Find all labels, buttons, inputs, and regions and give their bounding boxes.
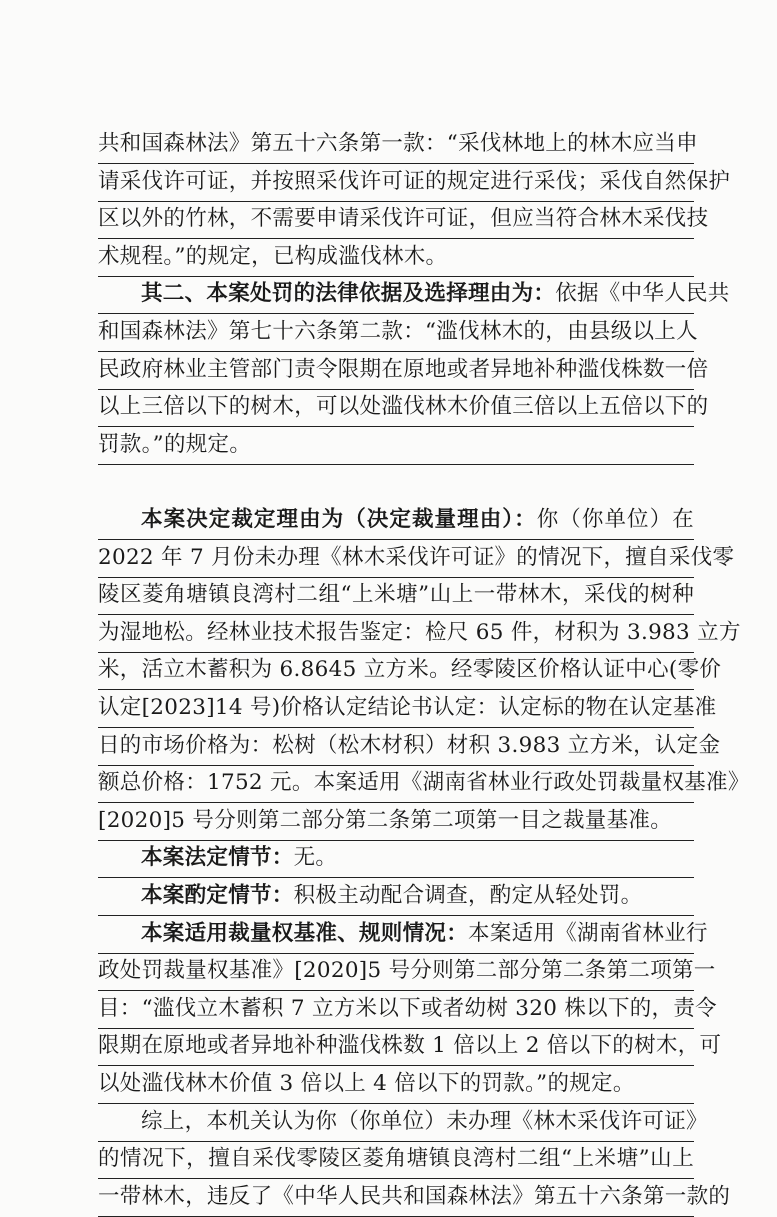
body-text: 罚款。”的规定。 bbox=[98, 431, 252, 457]
body-text: 综上，本机关认为你（你单位）未办理《林木采伐许可证》 bbox=[141, 1108, 708, 1134]
text-line bbox=[98, 199, 709, 239]
body-text: 共和国森林法》第五十六条第一款：“采伐林地上的林木应当申 bbox=[98, 131, 698, 156]
text-line bbox=[98, 387, 709, 427]
text-line bbox=[98, 989, 717, 1029]
text-line bbox=[98, 688, 717, 728]
body-text: 无。 bbox=[293, 845, 338, 871]
body-text: 积极主动配合调查，酌定从轻处罚。 bbox=[293, 883, 643, 908]
body-text: 为湿地松。经林业技术报告鉴定：检尺 65 件，材积为 3.983 立方 bbox=[98, 619, 741, 645]
text-line bbox=[98, 124, 698, 164]
text-line bbox=[98, 237, 694, 277]
text-line bbox=[98, 650, 722, 690]
body-text: 额总价格：1752 元。本案适用《湖南省林业行政处罚裁量权基准》 bbox=[98, 770, 750, 796]
text-line bbox=[98, 538, 735, 578]
text-line bbox=[98, 726, 721, 766]
text-line bbox=[98, 1026, 722, 1066]
text-line bbox=[98, 575, 694, 615]
body-text: 依据《中华人民共 bbox=[555, 281, 730, 307]
body-text: [2020]5 号分则第二部分第二条第二项第一目之裁量基准。 bbox=[98, 807, 673, 833]
text-line bbox=[98, 914, 708, 954]
text-line bbox=[98, 613, 741, 653]
text-line bbox=[98, 1177, 731, 1217]
body-text: 日的市场价格为：松树（松木材积）材积 3.983 立方米，认定金 bbox=[98, 732, 721, 758]
text-line bbox=[98, 350, 709, 390]
bold-heading-text: 本案决定裁定理由为（决定裁量理由）： bbox=[141, 507, 537, 532]
bold-heading-text: 本案法定情节： bbox=[141, 845, 294, 871]
body-text: 陵区菱角塘镇良湾村二组“上米塘”山上一带林木，采伐的树种 bbox=[98, 582, 694, 608]
text-line bbox=[98, 763, 750, 803]
body-text: 目：“滥伐立木蓄积 7 立方米以下或者幼树 320 株以下的，责令 bbox=[98, 995, 717, 1021]
text-line bbox=[98, 1064, 694, 1104]
body-text: 和国森林法》第七十六条第二款：“滥伐林木的，由县级以上人 bbox=[98, 319, 698, 344]
text-line bbox=[98, 876, 694, 916]
body-text: 区以外的竹林，不需要申请采伐许可证，但应当符合林木采伐技 bbox=[98, 206, 709, 232]
text-line bbox=[98, 312, 698, 352]
body-text: 米，活立木蓄积为 6.8645 立方米。经零陵区价格认证中心(零价 bbox=[98, 657, 722, 683]
text-line bbox=[98, 500, 694, 540]
body-text: 政处罚裁量权基准》[2020]5 号分则第二部分第二条第二项第一 bbox=[98, 958, 716, 984]
text-line bbox=[98, 951, 716, 991]
text-line bbox=[98, 274, 730, 314]
body-text: 以上三倍以下的树木，可以处滥伐林木价值三倍以上五倍以下的 bbox=[98, 394, 709, 420]
body-text: 术规程。”的规定，已构成滥伐林木。 bbox=[98, 243, 448, 269]
body-text: 一带林木，违反了《中华人民共和国森林法》第五十六条第一款的 bbox=[98, 1183, 731, 1209]
body-text: 本案适用《湖南省林业行 bbox=[468, 920, 708, 946]
text-line bbox=[98, 1139, 694, 1179]
bold-heading-text: 其二、本案处罚的法律依据及选择理由为： bbox=[141, 281, 556, 307]
body-text: 的情况下，擅自采伐零陵区菱角塘镇良湾村二组“上米塘”山上 bbox=[98, 1146, 694, 1172]
text-line bbox=[98, 162, 731, 202]
body-text: 你（你单位）在 bbox=[536, 507, 694, 532]
body-text: 认定[2023]14 号)价格认定结论书认定：认定标的物在认定基准 bbox=[98, 695, 717, 720]
body-text: 民政府林业主管部门责令限期在原地或者异地补种滥伐株数一倍 bbox=[98, 356, 709, 382]
bold-heading-text: 本案适用裁量权基准、规则情况： bbox=[141, 920, 469, 946]
text-line bbox=[98, 838, 694, 878]
bold-heading-text: 本案酌定情节： bbox=[141, 883, 294, 908]
body-text: 以处滥伐林木价值 3 倍以上 4 倍以下的罚款。”的规定。 bbox=[98, 1071, 635, 1096]
text-line bbox=[98, 801, 694, 841]
body-text: 2022 年 7 月份未办理《林木采伐许可证》的情况下，擅自采伐零 bbox=[98, 544, 735, 570]
body-text: 请采伐许可证，并按照采伐许可证的规定进行采伐；采伐自然保护 bbox=[98, 168, 731, 194]
body-text: 限期在原地或者异地补种滥伐株数 1 倍以上 2 倍以下的树木，可 bbox=[98, 1033, 722, 1059]
text-line bbox=[98, 462, 694, 502]
text-line bbox=[98, 425, 694, 465]
